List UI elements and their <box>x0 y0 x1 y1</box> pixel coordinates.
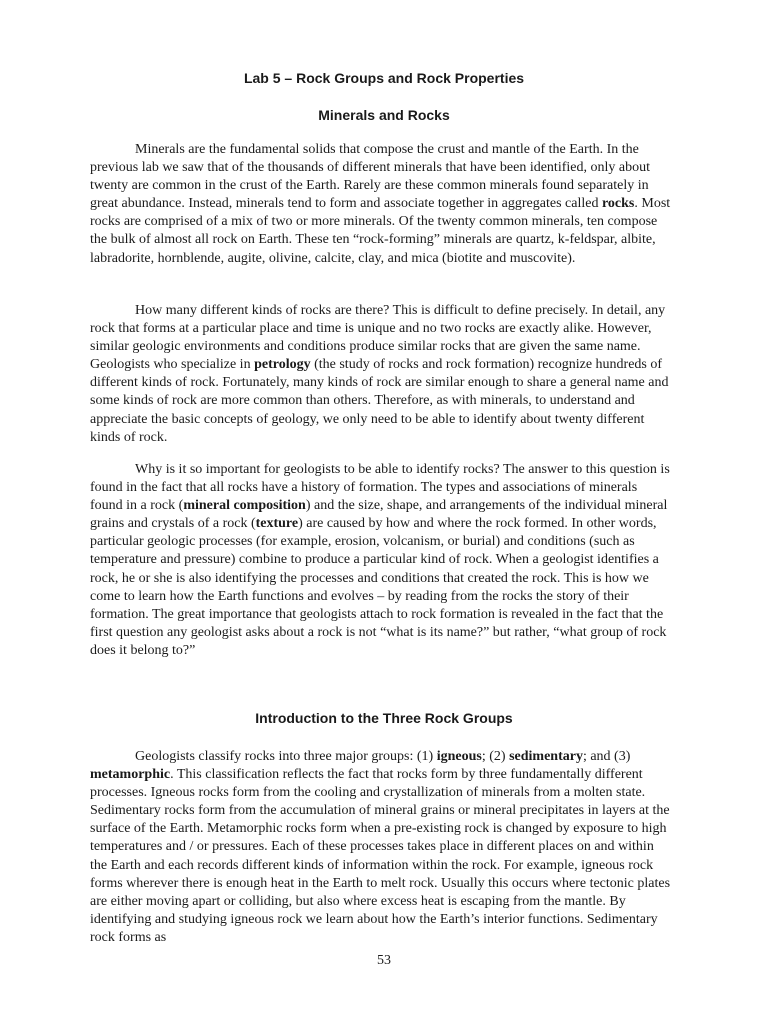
text-run: ) are caused by how and where the rock formed. In other words, particular geologic processes (for example, erosion, volcanism, or burial) and conditions (such as temperature and pressure) combine to produce a particular kind of rock. When a geologist identifies a rock, he or she is also identifying the processes and conditions that created the rock. This is how we come to learn how the Earth functions and evolves – by reading from the rocks the story of their formation. The great importance that geologists attach to rock formation is revealed in the fact that the first question any geologist asks about a rock is not “what is its name?” but rather, “what group of rock does it belong to?” <box>90 516 667 658</box>
text-run: . This classification reflects the fact that rocks form by three fundamentally different processes. Igneous rocks form from the cooling and crystallization of minerals from a molten state. Sedimentary rocks form from the accumulation of mineral grains or mineral precipitates in layers at the surface of the Earth. Metamorphic rocks form when a pre-existing rock is changed by exposure to high temperatures and / or pressures. Each of these processes takes place in different places on and within the Earth and each records different kinds of information within the rock. For example, igneous rock forms wherever there is enough heat in the Earth to melt rock. Usually this occurs where tectonic plates are either moving apart or colliding, but also where excess heat is escaping from the mantle. By identifying and studying igneous rock we learn about how the Earth’s interior functions. Sedimentary rock forms as <box>90 767 671 945</box>
text-run: ; (2) <box>481 749 510 764</box>
bold-term: mineral composition <box>183 498 306 514</box>
text-run: ) and the size, shape, and arrangements of the individual mineral grains and crystals of a rock ( <box>90 498 668 532</box>
text-run: Minerals are the fundamental solids that compose the crust and mantle of the Earth. In the previous lab we saw that of the thousands of different minerals that have been identified, only about twenty are common in the crust of the Earth. Rarely are these common minerals found separately in great abundance. Instead, minerals tend to form and associate together in aggregates called <box>90 142 650 212</box>
text-run: How many different kinds of rocks are there? This is difficult to define precisely. In detail, any rock that forms at a particular place and time is unique and no two rocks are exactly alike. However, similar geologic environments and conditions produce similar rocks that are given the same name. Geologists who specialize in <box>90 303 666 373</box>
text-run: ; and (3) <box>582 749 631 764</box>
bold-term: metamorphic <box>90 767 171 783</box>
paragraph-3 <box>90 461 672 660</box>
paragraph-1 <box>90 141 672 268</box>
paragraph-2 <box>90 302 672 447</box>
text-run: (the study of rocks and rock formation) recognize hundreds of different kinds of rock. Fortunately, many kinds of rock are similar enough to share a general name and some kinds of rock are more common than others. Therefore, as with minerals, to understand and appreciate the basic concepts of geology, we only need to be able to identify about twenty different kinds of rock. <box>90 357 669 445</box>
lab-title: Lab 5 – Rock Groups and Rock Properties <box>243 70 525 86</box>
text-run: Why is it so important for geologists to be able to identify rocks? The answer to this question is found in the fact that all rocks have a history of formation. The types and associations of minerals found in a rock ( <box>90 462 670 514</box>
bold-term: rocks <box>601 196 635 212</box>
text-run: Geologists classify rocks into three major groups: (1) <box>135 749 437 764</box>
paragraph-4 <box>90 748 672 947</box>
section-heading-minerals-and-rocks: Minerals and Rocks <box>318 107 450 123</box>
bold-term: petrology <box>254 357 311 373</box>
section-heading-three-rock-groups: Introduction to the Three Rock Groups <box>255 710 513 726</box>
bold-term: sedimentary <box>509 749 583 764</box>
bold-term: igneous <box>436 749 482 764</box>
text-run: . Most rocks are comprised of a mix of two or more minerals. Of the twenty common minerals, ten compose the bulk of almost all rock on Earth. These ten “rock-forming” minerals are quartz, k-feldspar, albite, labradorite, hornblende, augite, olivine, calcite, clay, and mica (biotite and muscovite). <box>90 196 671 266</box>
page-number: 53 <box>377 953 391 968</box>
bold-term: texture <box>255 516 299 532</box>
